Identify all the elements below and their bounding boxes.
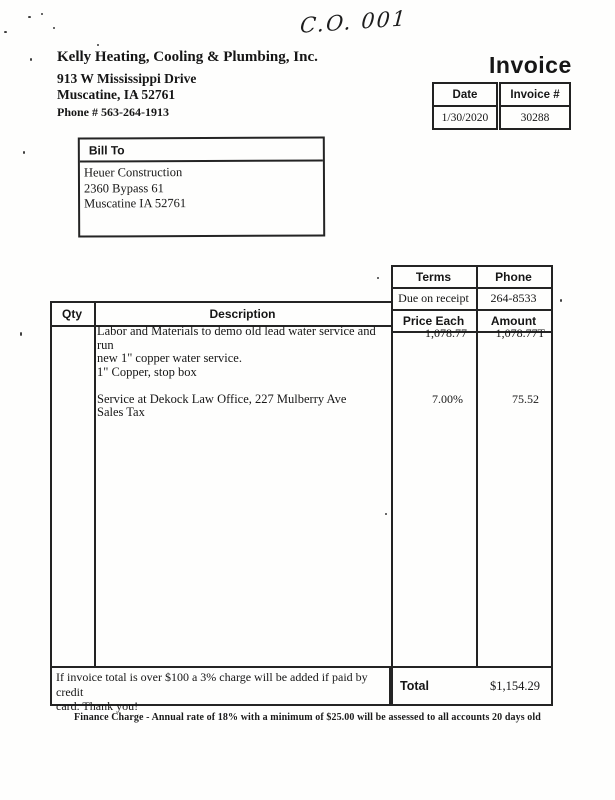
- scan-speck: [53, 27, 55, 29]
- terms-label: Terms: [415, 269, 452, 284]
- scan-speck: [20, 332, 22, 336]
- description-line: Service at Dekock Law Office, 227 Mulberry Ave: [97, 391, 347, 406]
- invoice-date-box: [432, 82, 498, 130]
- description-line: new 1" copper water service.: [97, 351, 242, 365]
- total-value: $1,154.29: [490, 678, 540, 693]
- total-box: [391, 666, 553, 706]
- company-address-line1: 913 W Mississippi Drive: [57, 71, 197, 86]
- line2-price-each: 7.00%: [432, 392, 463, 406]
- credit-note-line2: card. Thank you!: [56, 699, 139, 713]
- terms-value: Due on receipt: [398, 291, 469, 305]
- qty-column-divider: [94, 301, 96, 668]
- description-line: Labor and Materials to demo old lead water service and run: [97, 324, 376, 352]
- description-column-header: Description: [209, 306, 276, 321]
- phone-label: Phone: [495, 269, 532, 284]
- amount-column-header: Amount: [490, 313, 537, 328]
- description-blank-line: [97, 379, 385, 393]
- bill-to-label: Bill To: [80, 138, 323, 162]
- scan-speck: [28, 16, 31, 18]
- price-each-column-header: Price Each: [402, 313, 465, 328]
- total-label: Total: [400, 679, 429, 693]
- scan-speck: [4, 31, 7, 33]
- scan-speck: [41, 13, 43, 15]
- line1-price-each: 1,078.77: [425, 326, 467, 340]
- phone-value: 264-8533: [490, 291, 537, 305]
- invoice-number-value: 30288: [520, 111, 550, 124]
- scan-speck: [23, 151, 25, 154]
- description-line: Sales Tax: [97, 405, 145, 419]
- scan-speck: [30, 58, 32, 61]
- invoice-number-label: Invoice #: [501, 84, 569, 107]
- qty-column-header: Qty: [61, 306, 82, 321]
- finance-charge-note: Finance Charge - Annual rate of 18% with a minimum of $25.00 will be assessed to all accounts 20 days old: [74, 712, 541, 723]
- bill-to-address: [80, 161, 323, 212]
- company-name: Kelly Heating, Cooling & Plumbing, Inc.: [57, 49, 318, 65]
- line1-amount: 1,078.77T: [495, 326, 545, 340]
- table-left-border: [50, 301, 52, 668]
- scan-speck: [560, 299, 562, 302]
- bill-to-line2: 2360 Bypass 61: [83, 180, 164, 196]
- scan-speck: [97, 44, 99, 46]
- table-right-border: [551, 265, 553, 668]
- description-line: 1" Copper, stop box: [97, 364, 197, 379]
- credit-card-note-box: [50, 666, 391, 713]
- line-item-description: [97, 325, 385, 420]
- credit-note-line1: If invoice total is over $100 a 3% charge will be added if paid by credit: [56, 670, 368, 699]
- bill-to-box: [78, 136, 325, 237]
- company-phone: Phone # 563-264-1913: [57, 105, 169, 119]
- date-value: 1/30/2020: [441, 111, 489, 124]
- invoice-title: Invoice: [489, 52, 572, 78]
- bill-to-line3: Muscatine IA 52761: [84, 196, 187, 211]
- invoice-number-box: [499, 82, 571, 130]
- scan-speck: [377, 277, 379, 279]
- line2-amount: 75.52: [512, 392, 539, 406]
- company-address-line2: Muscatine, IA 52761: [57, 87, 176, 102]
- bill-to-line1: Heuer Construction: [83, 165, 183, 180]
- date-label: Date: [434, 84, 496, 107]
- scan-speck: [385, 513, 387, 515]
- handwritten-note: C.O. 001: [299, 6, 409, 38]
